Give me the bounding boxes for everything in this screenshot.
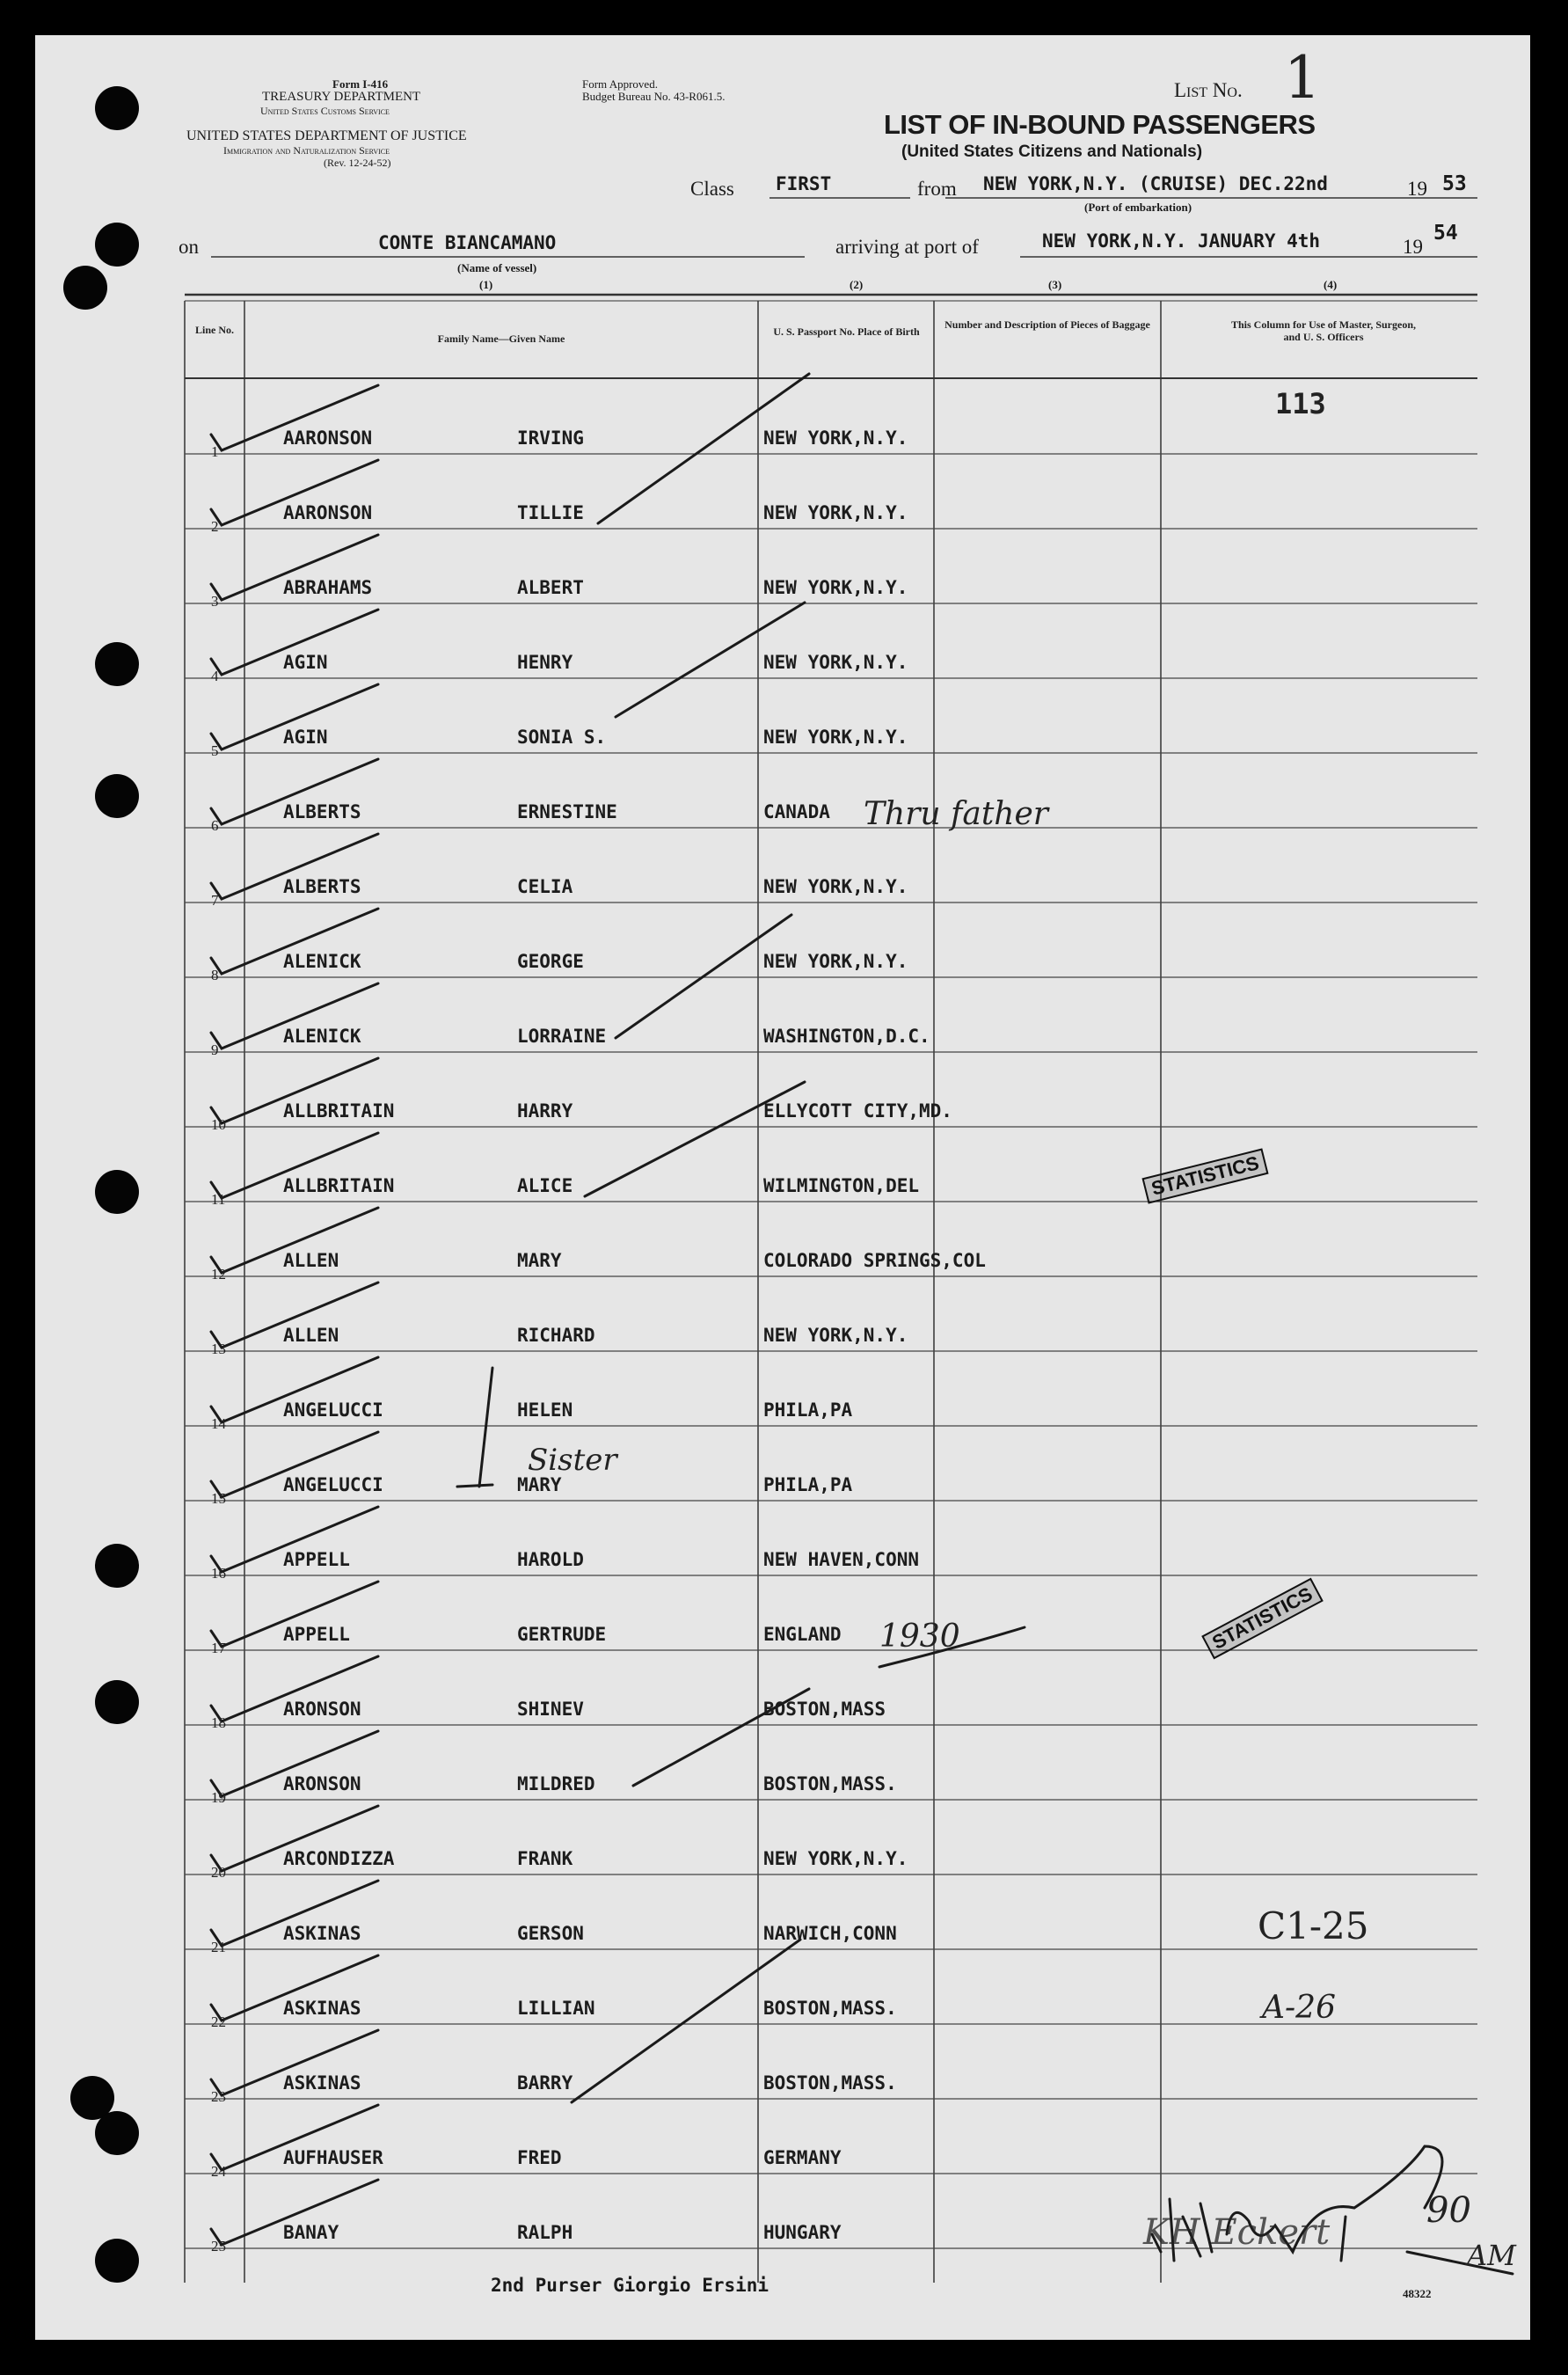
- year2-prefix: 19: [1403, 236, 1423, 258]
- row-family-name: ARONSON: [283, 1773, 361, 1794]
- page-subtitle: (United States Citizens and Nationals): [901, 142, 1203, 161]
- row-line-number: 7: [211, 892, 219, 909]
- row-line-number: 1: [211, 443, 219, 460]
- row-place-of-birth: ENGLAND: [763, 1624, 842, 1645]
- row-family-name: APPELL: [283, 1549, 350, 1570]
- row-family-name: ALENICK: [283, 951, 361, 972]
- row-given-name: RICHARD: [517, 1325, 595, 1346]
- row-family-name: ARCONDIZZA: [283, 1848, 395, 1869]
- treasury-dept: TREASURY DEPARTMENT: [262, 90, 421, 104]
- row-given-name: HARRY: [517, 1100, 573, 1122]
- row-family-name: ALBERTS: [283, 801, 361, 822]
- row-family-name: ASKINAS: [283, 1923, 361, 1944]
- row-place-of-birth: NEW YORK,N.Y.: [763, 727, 908, 748]
- row-place-of-birth: WASHINGTON,D.C.: [763, 1026, 930, 1047]
- row-line-number: 19: [211, 1789, 226, 1806]
- row-family-name: ANGELUCCI: [283, 1399, 383, 1421]
- row-place-of-birth: PHILA,PA: [763, 1474, 853, 1495]
- row-given-name: SHINEV: [517, 1699, 584, 1720]
- year2-value: 54: [1433, 222, 1458, 245]
- row-line-number: 9: [211, 1041, 219, 1058]
- row-family-name: AGIN: [283, 727, 328, 748]
- row-place-of-birth: WILMINGTON,DEL: [763, 1175, 920, 1196]
- vessel-caption: (Name of vessel): [457, 261, 537, 274]
- row-line-number: 4: [211, 668, 219, 684]
- row-place-of-birth: CANADA: [763, 801, 830, 822]
- col1-number: (1): [479, 278, 493, 291]
- annotation-c1-25: C1-25: [1258, 1904, 1369, 1948]
- row-place-of-birth: GERMANY: [763, 2147, 842, 2168]
- row-place-of-birth: ELLYCOTT CITY,MD.: [763, 1100, 952, 1122]
- row-given-name: GERTRUDE: [517, 1624, 607, 1645]
- row-place-of-birth: HUNGARY: [763, 2222, 842, 2243]
- statistics-stamp: STATISTICS: [1141, 1148, 1268, 1203]
- row-line-number: 24: [211, 2163, 226, 2180]
- budget-bureau: Budget Bureau No. 43-R061.5.: [582, 90, 726, 103]
- row-family-name: ALLEN: [283, 1250, 339, 1271]
- row-line-number: 17: [211, 1640, 226, 1656]
- row-given-name: IRVING: [517, 428, 584, 449]
- row-line-number: 14: [211, 1415, 226, 1432]
- arriving-label: arriving at port of: [835, 236, 979, 258]
- row-line-number: 23: [211, 2088, 226, 2105]
- row-line-number: 21: [211, 1939, 226, 1955]
- col2-number: (2): [850, 278, 864, 291]
- row-given-name: FRED: [517, 2147, 562, 2168]
- row-place-of-birth: NARWICH,CONN: [763, 1923, 897, 1944]
- row-family-name: ALLBRITAIN: [283, 1100, 395, 1122]
- port-of-embarkation: NEW YORK,N.Y. (CRUISE) DEC.22nd: [983, 173, 1328, 194]
- row-place-of-birth: BOSTON,MASS.: [763, 2072, 897, 2094]
- class-label: Class: [690, 178, 734, 200]
- passenger-count: 113: [1275, 387, 1326, 420]
- on-label: on: [179, 236, 199, 258]
- row-line-number: 20: [211, 1864, 226, 1881]
- row-place-of-birth: BOSTON,MASS.: [763, 1773, 897, 1794]
- row-line-number: 15: [211, 1490, 226, 1507]
- row-family-name: AARONSON: [283, 502, 373, 523]
- statistics-stamp: STATISTICS: [1201, 1578, 1324, 1660]
- row-place-of-birth: BOSTON,MASS: [763, 1699, 886, 1720]
- annotation-90: 90: [1426, 2190, 1471, 2231]
- from-label: from: [917, 178, 957, 200]
- class-value: FIRST: [776, 173, 832, 194]
- customs-service: United States Customs Service: [260, 105, 390, 117]
- row-line-number: 5: [211, 742, 219, 759]
- row-place-of-birth: NEW YORK,N.Y.: [763, 652, 908, 673]
- col-header-officers: This Column for Use of Master, Surgeon, and U. S. Officers: [1230, 318, 1416, 343]
- row-family-name: ANGELUCCI: [283, 1474, 383, 1495]
- page-title: LIST OF IN-BOUND PASSENGERS: [884, 109, 1316, 140]
- row-given-name: ALBERT: [517, 577, 584, 598]
- row-family-name: BANAY: [283, 2222, 339, 2243]
- col-header-line-no: Line No.: [194, 324, 234, 336]
- purser-signature: 2nd Purser Giorgio Ersini: [491, 2275, 769, 2296]
- row-family-name: ALBERTS: [283, 876, 361, 897]
- signature: KH Eckert: [1143, 2212, 1331, 2253]
- row-line-number: 10: [211, 1116, 226, 1133]
- annotation-1930: 1930: [879, 1619, 960, 1655]
- annotation-sister: Sister: [528, 1443, 617, 1478]
- row-given-name: ALICE: [517, 1175, 573, 1196]
- row-line-number: 25: [211, 2238, 226, 2254]
- row-place-of-birth: NEW YORK,N.Y.: [763, 876, 908, 897]
- row-given-name: MILDRED: [517, 1773, 595, 1794]
- form-revision: (Rev. 12-24-52): [324, 157, 391, 169]
- row-line-number: 13: [211, 1341, 226, 1357]
- row-place-of-birth: COLORADO SPRINGS,COL: [763, 1250, 986, 1271]
- row-given-name: CELIA: [517, 876, 573, 897]
- justice-dept: UNITED STATES DEPARTMENT OF JUSTICE: [186, 128, 467, 143]
- form-number: Form I-416: [332, 77, 389, 91]
- row-place-of-birth: BOSTON,MASS.: [763, 1998, 897, 2019]
- row-line-number: 22: [211, 2013, 226, 2030]
- row-family-name: ASKINAS: [283, 2072, 361, 2094]
- col3-number: (3): [1048, 278, 1062, 291]
- arrival-port: NEW YORK,N.Y. JANUARY 4th: [1042, 230, 1321, 252]
- annotation-thru-father: Thru father: [864, 796, 1048, 832]
- row-given-name: SONIA S.: [517, 727, 607, 748]
- col-header-name: Family Name—Given Name: [437, 332, 565, 345]
- row-given-name: FRANK: [517, 1848, 573, 1869]
- row-given-name: GERSON: [517, 1923, 584, 1944]
- row-line-number: 2: [211, 518, 219, 535]
- list-no-value: 1: [1284, 44, 1321, 112]
- row-given-name: LILLIAN: [517, 1998, 595, 2019]
- row-place-of-birth: NEW HAVEN,CONN: [763, 1549, 920, 1570]
- ins-service: Immigration and Naturalization Service: [223, 144, 390, 157]
- annotation-a-26: A-26: [1262, 1990, 1336, 2026]
- row-given-name: ERNESTINE: [517, 801, 617, 822]
- row-given-name: HELEN: [517, 1399, 573, 1421]
- row-family-name: ALENICK: [283, 1026, 361, 1047]
- row-given-name: RALPH: [517, 2222, 573, 2243]
- row-place-of-birth: PHILA,PA: [763, 1399, 853, 1421]
- row-family-name: ALLBRITAIN: [283, 1175, 395, 1196]
- row-line-number: 18: [211, 1714, 226, 1731]
- row-place-of-birth: NEW YORK,N.Y.: [763, 428, 908, 449]
- row-place-of-birth: NEW YORK,N.Y.: [763, 502, 908, 523]
- row-family-name: AGIN: [283, 652, 328, 673]
- annotation-am: AM: [1467, 2239, 1516, 2272]
- row-family-name: AUFHAUSER: [283, 2147, 383, 2168]
- row-place-of-birth: NEW YORK,N.Y.: [763, 1325, 908, 1346]
- row-family-name: AARONSON: [283, 428, 373, 449]
- list-no-label: List No.: [1174, 79, 1243, 101]
- row-given-name: MARY: [517, 1250, 562, 1271]
- col-header-baggage: Number and Description of Pieces of Baggage: [944, 318, 1150, 331]
- row-given-name: HAROLD: [517, 1549, 584, 1570]
- port-caption: (Port of embarkation): [1084, 201, 1192, 214]
- row-given-name: MARY: [517, 1474, 562, 1495]
- row-place-of-birth: NEW YORK,N.Y.: [763, 1848, 908, 1869]
- year1-prefix: 19: [1407, 178, 1427, 200]
- row-given-name: GEORGE: [517, 951, 584, 972]
- form-approved: Form Approved.: [582, 77, 658, 91]
- row-line-number: 8: [211, 967, 219, 983]
- row-family-name: APPELL: [283, 1624, 350, 1645]
- row-line-number: 11: [211, 1191, 226, 1208]
- row-place-of-birth: NEW YORK,N.Y.: [763, 951, 908, 972]
- row-given-name: HENRY: [517, 652, 573, 673]
- row-place-of-birth: NEW YORK,N.Y.: [763, 577, 908, 598]
- year1-value: 53: [1442, 172, 1467, 195]
- col4-number: (4): [1324, 278, 1338, 291]
- row-given-name: TILLIE: [517, 502, 584, 523]
- row-line-number: 6: [211, 817, 219, 834]
- row-given-name: LORRAINE: [517, 1026, 607, 1047]
- row-line-number: 16: [211, 1565, 226, 1582]
- row-line-number: 12: [211, 1266, 226, 1282]
- row-family-name: ABRAHAMS: [283, 577, 373, 598]
- row-family-name: ALLEN: [283, 1325, 339, 1346]
- row-given-name: BARRY: [517, 2072, 573, 2094]
- vessel-name: CONTE BIANCAMANO: [378, 232, 557, 253]
- col-header-passport: U. S. Passport No. Place of Birth: [773, 325, 920, 338]
- row-line-number: 3: [211, 593, 219, 610]
- row-family-name: ASKINAS: [283, 1998, 361, 2019]
- form-code: 48322: [1403, 2287, 1432, 2300]
- row-family-name: ARONSON: [283, 1699, 361, 1720]
